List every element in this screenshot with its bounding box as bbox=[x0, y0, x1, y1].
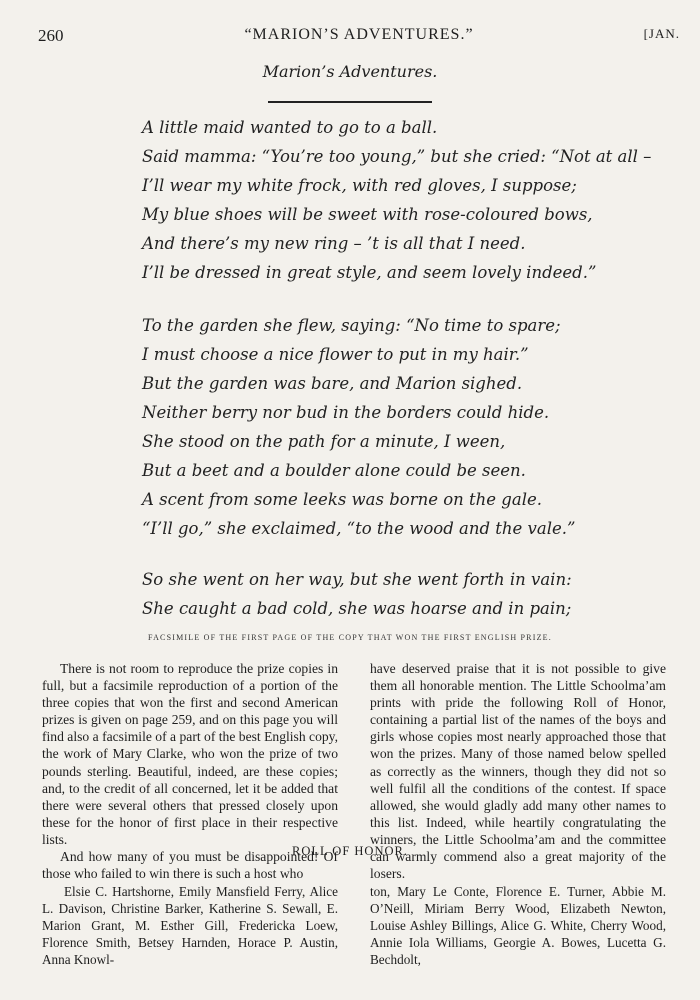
poem-line: A scent from some leeks was borne on the gale. bbox=[142, 490, 542, 509]
running-header bbox=[38, 26, 680, 46]
poem-line: But a beet and a boulder alone could be seen. bbox=[142, 461, 526, 480]
poem-stanza bbox=[142, 565, 572, 623]
poem-line: And there’s my new ring – ’t is all that I need. bbox=[142, 234, 526, 253]
article-paragraph: And how many of you must be disappointed! Of those who failed to win there is such a host who bbox=[42, 849, 338, 882]
poem-stanza bbox=[142, 113, 651, 287]
poem-stanza bbox=[142, 311, 575, 543]
poem-line: I’ll be dressed in great style, and seem lovely indeed.” bbox=[142, 263, 597, 282]
running-month: [JAN. bbox=[643, 26, 680, 41]
poem-line: So she went on her way, but she went forth in vain: bbox=[142, 570, 572, 589]
poem-line: She caught a bad cold, she was hoarse and in pain; bbox=[142, 599, 572, 618]
running-title: “MARION’S ADVENTURES.” bbox=[244, 26, 474, 43]
poem-line: To the garden she flew, saying: “No time to spare; bbox=[142, 316, 561, 335]
article-paragraph: have deserved praise that it is not possible to give them all honorable mention. The Little Schoolma’am prints with pride the following Roll of Honor, containing a partial list of the names of the boys and girls whose copies most nearly approached those that won the prizes. Many of those named below spelled as correctly as the winners, though they did not so well fulfil all the conditions of the contest. If space allowed, she would gladly add many other names to this list. Indeed, while heartily congratulating the winners, the Little Schoolma’am and the committee can warmly commend also a great majority of the losers. bbox=[370, 661, 666, 882]
title-rule bbox=[268, 101, 432, 103]
poem-title: Marion’s Adventures. bbox=[262, 62, 438, 81]
poem-line: A little maid wanted to go to a ball. bbox=[142, 118, 438, 137]
poem-line: Said mamma: “You’re too young,” but she cried: “Not at all – bbox=[142, 147, 652, 166]
poem-line: She stood on the path for a minute, I ween, bbox=[142, 432, 506, 451]
roll-of-honor-heading: ROLL OF HONOR. bbox=[292, 844, 408, 858]
poem-line: “I’ll go,” she exclaimed, “to the wood and the vale.” bbox=[142, 519, 576, 538]
poem-line: I’ll wear my white frock, with red gloves, I suppose; bbox=[142, 176, 577, 195]
poem-line: Neither berry nor bud in the borders could hide. bbox=[142, 403, 550, 422]
roll-of-honor-names-right: ton, Mary Le Conte, Florence E. Turner, Abbie M. O’Neill, Miriam Berry Wood, Elizabeth Newton, Louise Ashley Billings, Alice G. White, Cherry Wood, Annie Iola Williams, Georgie A. Bowes, Lucetta G. Bechdolt, bbox=[370, 884, 666, 968]
roll-of-honor-names-left: Elsie C. Hartshorne, Emily Mansfield Ferry, Alice L. Davison, Christine Barker, Katherine S. Sewall, E. Marion Grant, M. Esther Gill, Fredericka Loew, Florence Smith, Betsey Harnden, Horace P. Austin, Anna Knowl- bbox=[42, 884, 338, 968]
facsimile-caption: FACSIMILE OF THE FIRST PAGE OF THE COPY THAT WON THE FIRST ENGLISH PRIZE. bbox=[148, 633, 552, 642]
page-number: 260 bbox=[38, 26, 64, 45]
poem-line: My blue shoes will be sweet with rose-coloured bows, bbox=[142, 205, 593, 224]
poem-line: I must choose a nice flower to put in my hair.” bbox=[142, 345, 529, 364]
article-paragraph: There is not room to reproduce the prize copies in full, but a facsimile reproduction of a portion of the three copies that won the first and second American prizes is given on page 259, and on this page you will find also a facsimile of a part of the best English copy, the work of Mary Clarke, who won the prize of two pounds sterling. Beautiful, indeed, are these copies; and, to the credit of all concerned, let it be added that there were several others that pressed closely upon these for the honor of first place in their respective lists. bbox=[42, 661, 338, 847]
poem-line: But the garden was bare, and Marion sighed. bbox=[142, 374, 523, 393]
